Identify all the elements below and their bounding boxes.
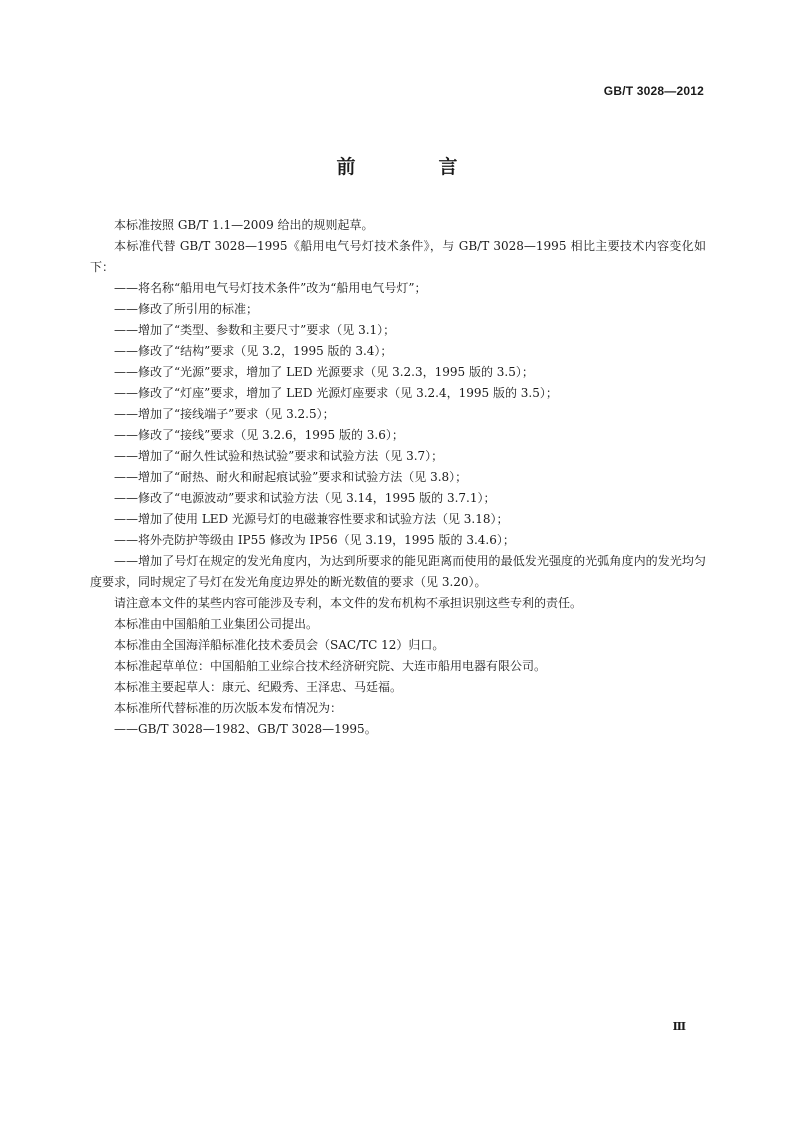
paragraph: 本标准所代替标准的历次版本发布情况为：	[114, 701, 343, 715]
list-item: ——修改了“接线”要求（见 3.2.6，1995 版的 3.6）；	[114, 428, 404, 442]
page-title: 前 言	[336, 156, 490, 178]
paragraph: 本标准由全国海洋船标准化技术委员会（SAC/TC 12）归口。	[114, 638, 445, 652]
list-item: ——GB/T 3028—1982、GB/T 3028—1995。	[114, 722, 377, 736]
list-item: ——修改了“结构”要求（见 3.2，1995 版的 3.4）；	[114, 344, 393, 358]
list-item: ——修改了所引用的标准；	[114, 302, 259, 316]
list-item: ——增加了“类型、参数和主要尺寸”要求（见 3.1）；	[114, 323, 396, 337]
list-item: ——增加了“耐久性试验和热试验”要求和试验方法（见 3.7）；	[114, 449, 444, 463]
list-item: ——将外壳防护等级由 IP55 修改为 IP56（见 3.19，1995 版的 3.4.6）；	[114, 533, 515, 547]
list-item: ——修改了“电源波动”要求和试验方法（见 3.14，1995 版的 3.7.1）；	[114, 491, 496, 505]
list-item: ——增加了使用 LED 光源号灯的电磁兼容性要求和试验方法（见 3.18）；	[114, 512, 509, 526]
list-item: ——增加了“耐热、耐火和耐起痕试验”要求和试验方法（见 3.8）；	[114, 470, 468, 484]
paragraph: 本标准主要起草人：康元、纪殿秀、王泽忠、马廷福。	[114, 680, 403, 694]
paragraph: 本标准起草单位：中国船舶工业综合技术经济研究院、大连市船用电器有限公司。	[114, 659, 547, 673]
list-item: ——将名称“船用电气号灯技术条件”改为“船用电气号灯”；	[114, 281, 427, 295]
list-item: ——修改了“灯座”要求，增加了 LED 光源灯座要求（见 3.2.4，1995 版的 3.5）；	[114, 386, 558, 400]
list-item: ——增加了“接线端子”要求（见 3.2.5）；	[114, 407, 335, 421]
list-item: ——修改了“光源”要求，增加了 LED 光源要求（见 3.2.3，1995 版的 3.5）；	[114, 365, 534, 379]
foreword-body	[90, 215, 706, 740]
standard-code: GB/T 3028—2012	[603, 84, 704, 98]
paragraph: 本标准代替 GB/T 3028—1995《船用电气号灯技术条件》，与 GB/T 3028—1995 相比主要技术内容变化如下：	[90, 239, 706, 274]
page-number: Ⅲ	[672, 1020, 686, 1033]
paragraph: 本标准由中国船舶工业集团公司提出。	[114, 617, 319, 631]
list-item: ——增加了号灯在规定的发光角度内，为达到所要求的能见距离而使用的最低发光强度的光弧角度内的发光均匀度要求，同时规定了号灯在发光角度边界处的断光数值的要求（见 3.20）。	[90, 554, 706, 589]
paragraph: 请注意本文件的某些内容可能涉及专利，本文件的发布机构不承担识别这些专利的责任。	[114, 596, 583, 610]
paragraph: 本标准按照 GB/T 1.1—2009 给出的规则起草。	[114, 218, 374, 232]
